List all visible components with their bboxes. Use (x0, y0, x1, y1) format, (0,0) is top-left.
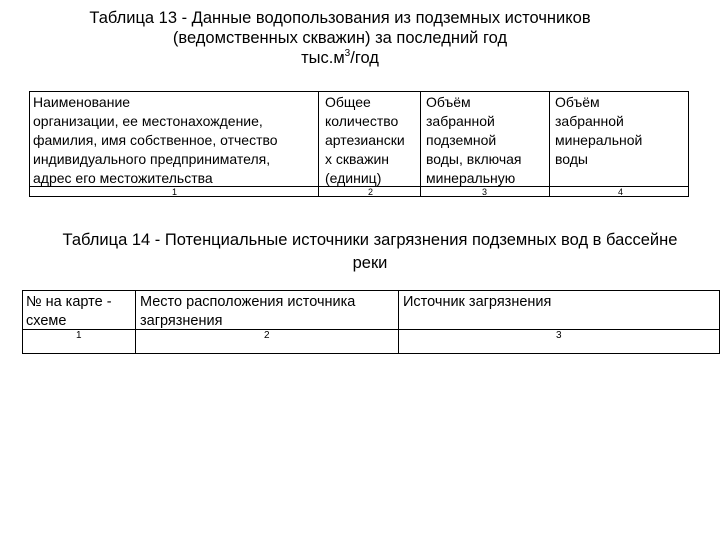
table13-header-col3 (426, 93, 522, 188)
header-line: воды, включая (426, 151, 522, 167)
table13-header-col4 (555, 93, 642, 169)
table14-divider (398, 291, 399, 353)
table13 (29, 91, 689, 197)
unit-prefix: тыс.м (301, 49, 345, 67)
table14-col1-number: 1 (76, 330, 82, 341)
table13-divider (318, 92, 319, 196)
header-line: воды (555, 151, 588, 167)
table14-number-row-divider (23, 329, 719, 330)
header-line: Объём (555, 94, 600, 110)
header-line: х скважин (325, 151, 389, 167)
table13-col3-number: 3 (482, 187, 488, 197)
table14-title-line2: реки (352, 254, 388, 272)
header-line: (единиц) (325, 170, 382, 186)
header-line: № на карте - (26, 294, 112, 310)
header-line: Общее (325, 94, 371, 110)
header-line: организации, ее местонахождение, (33, 113, 263, 129)
table13-title-line2: (ведомственных скважин) за последний год (172, 29, 508, 47)
table14-header-col1 (26, 293, 112, 331)
table14-header-col2 (140, 293, 355, 331)
table13-title (40, 8, 640, 68)
header-line: Наименование (33, 94, 131, 110)
header-line: адрес его местожительства (33, 170, 213, 186)
header-line: забранной (555, 113, 624, 129)
table14 (22, 290, 720, 354)
table14-title-line1: Таблица 14 - Потенциальные источники загрязнения подземных вод в бассейне (62, 231, 678, 249)
header-line: минеральной (555, 132, 643, 148)
table14-header-col3 (403, 293, 551, 312)
header-line: минеральную (426, 170, 516, 186)
header-line: забранной (426, 113, 495, 129)
table13-header-col1 (33, 93, 278, 188)
table14-col3-number: 3 (556, 330, 562, 341)
header-line: подземной (426, 132, 497, 148)
table14-title (20, 229, 720, 275)
header-line: схеме (26, 313, 67, 329)
header-line: загрязнения (140, 313, 223, 329)
table13-unit (40, 48, 640, 68)
table13-header-col2 (325, 93, 405, 188)
header-line: Объём (426, 94, 471, 110)
header-line: фамилия, имя собственное, отчество (33, 132, 278, 148)
table13-col2-number: 2 (368, 187, 374, 197)
table13-divider (420, 92, 421, 196)
table13-col1-number: 1 (172, 187, 178, 197)
table14-col2-number: 2 (264, 330, 270, 341)
table13-divider (549, 92, 550, 196)
header-line: количество (325, 113, 399, 129)
table14-divider (135, 291, 136, 353)
header-line: индивидуального предпринимателя, (33, 151, 271, 167)
unit-superscript: 3 (344, 47, 351, 59)
header-line: артезиански (325, 132, 405, 148)
unit-suffix: /год (350, 49, 379, 67)
header-line: Место расположения источника (140, 294, 356, 310)
table13-title-line1: Таблица 13 - Данные водопользования из подземных источников (89, 9, 591, 27)
header-line: Источник загрязнения (403, 294, 552, 310)
table13-col4-number: 4 (618, 187, 624, 197)
